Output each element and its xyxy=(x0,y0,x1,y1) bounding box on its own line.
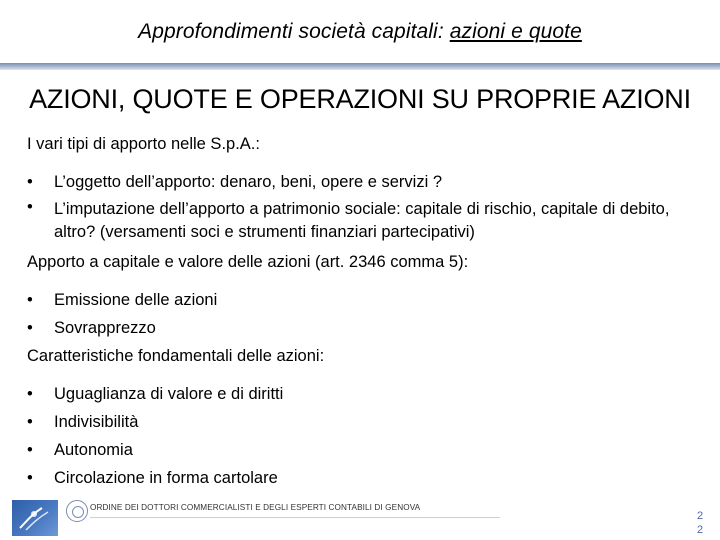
slide-title: AZIONI, QUOTE E OPERAZIONI SU PROPRIE AZIONI xyxy=(29,84,691,114)
footer xyxy=(0,497,720,540)
bullet-icon: • xyxy=(27,385,33,403)
list-item: • Emissione delle azioni xyxy=(27,286,695,314)
section-heading: Apporto a capitale e valore delle azioni (art. 2346 comma 5): xyxy=(27,253,469,271)
list-item: • Sovrapprezzo xyxy=(27,314,695,342)
section-heading: I vari tipi di apporto nelle S.p.A.: xyxy=(27,135,260,153)
bullet-icon: • xyxy=(27,441,33,459)
list-item: • Indivisibilità xyxy=(27,408,695,436)
header-title xyxy=(0,20,720,44)
list-item: • Circolazione in forma cartolare xyxy=(27,464,695,492)
org-logo-icon xyxy=(12,500,58,536)
header-divider xyxy=(0,63,720,70)
bullet-icon: • xyxy=(27,173,33,191)
list-item: • Autonomia xyxy=(27,436,695,464)
header-title-underlined: azioni e quote xyxy=(449,20,582,43)
bullet-icon: • xyxy=(27,291,33,309)
bullet-list xyxy=(27,286,695,342)
bullet-icon: • xyxy=(27,319,33,337)
list-item: • L’oggetto dell’apporto: denaro, beni, opere e servizi ? xyxy=(27,168,695,196)
slide-content xyxy=(27,130,695,492)
list-item: • L’imputazione dell’apporto a patrimonio sociale: capitale di rischio, capitale di debito, altro? (versamenti soci e strumenti finanziari partecipativi) xyxy=(27,198,670,241)
seal-icon xyxy=(66,500,88,522)
footer-org-text: ORDINE DEI DOTTORI COMMERCIALISTI E DEGLI ESPERTI CONTABILI DI GENOVA xyxy=(90,503,421,512)
footer-divider xyxy=(90,517,500,518)
section-heading: Caratteristiche fondamentali delle azioni: xyxy=(27,347,325,365)
bullet-list xyxy=(27,168,695,248)
bullet-icon: • xyxy=(27,469,33,487)
bullet-list xyxy=(27,380,695,492)
header-title-prefix: Approfondimenti società capitali: xyxy=(138,20,450,43)
bullet-icon: • xyxy=(27,413,33,431)
bullet-icon: • xyxy=(27,198,33,216)
list-item: • Uguaglianza di valore e di diritti xyxy=(27,380,695,408)
page-number: 2 2 xyxy=(696,510,704,536)
